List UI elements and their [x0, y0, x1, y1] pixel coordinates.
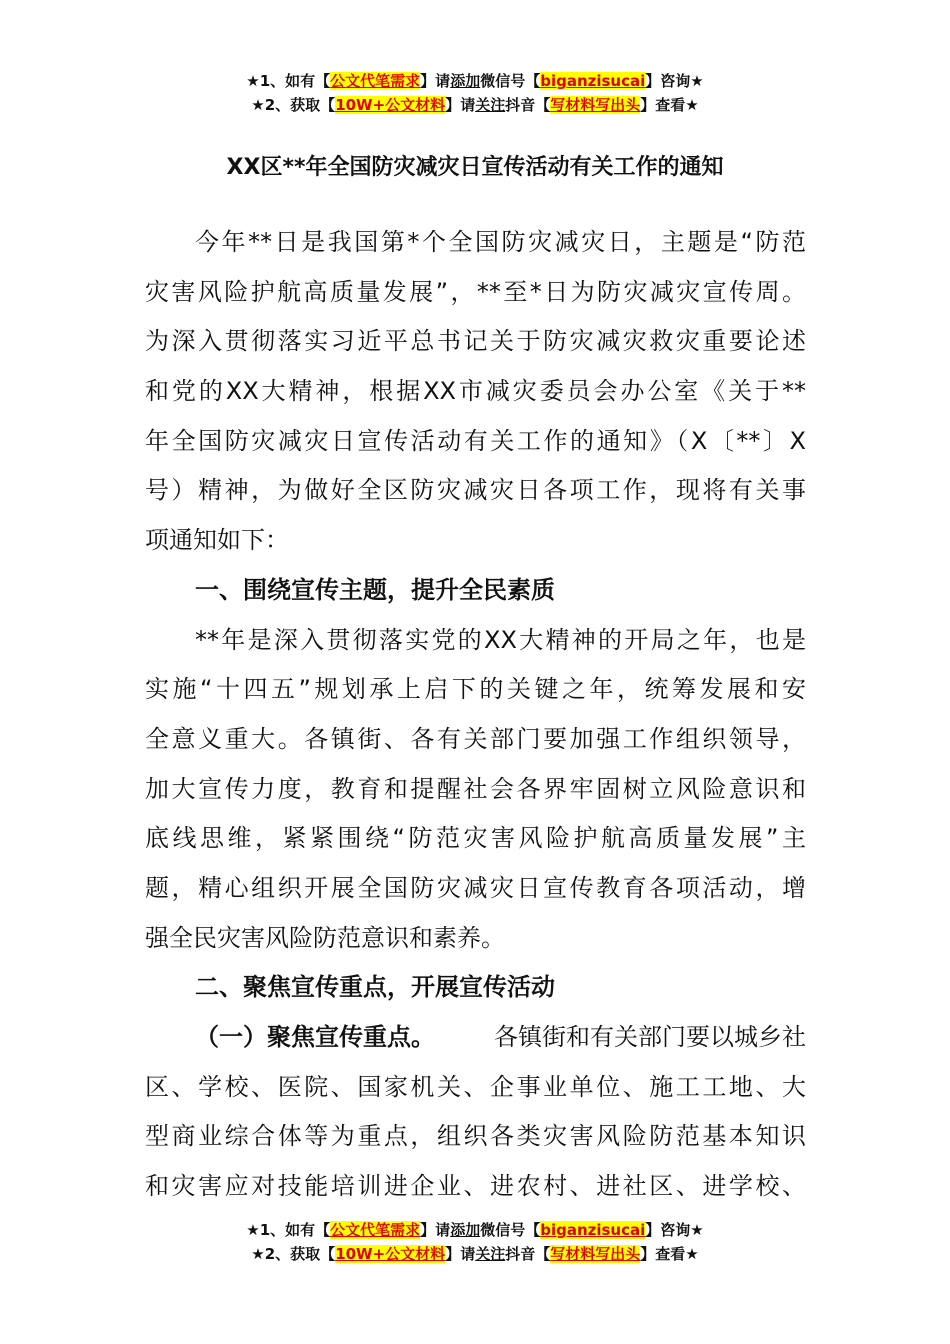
- text-line: 灾害风险护航高质量发展”，**至*日为防灾减灾宣传周。: [145, 277, 806, 306]
- promo-underline: 添加: [450, 1221, 481, 1239]
- section-heading-2: 二、聚焦宣传重点，开展宣传活动: [195, 973, 555, 1002]
- text-line: 实施“十四五”规划承上启下的关键之年，统筹发展和安: [145, 675, 806, 704]
- promo-text: 】咨询★: [645, 72, 704, 90]
- promo-footer-line-2: [0, 1242, 950, 1266]
- promo-text: ★2、获取【: [251, 1245, 336, 1263]
- document-body: [145, 218, 806, 1212]
- promo-text: ★2、获取【: [251, 96, 336, 114]
- subheading: （一）聚焦宣传重点。: [195, 1023, 435, 1051]
- promo-text: 】查看★: [640, 1245, 699, 1263]
- text-line: 强全民灾害风险防范意识和素养。: [145, 923, 505, 952]
- promo-text: 微信号【: [480, 72, 541, 90]
- text-line: 为深入贯彻落实习近平总书记关于防灾减灾救灾重要论述: [145, 327, 806, 356]
- promo-text: ★1、如有【: [246, 72, 331, 90]
- text-run: 各镇街和有关部门要以城乡社: [494, 1023, 806, 1051]
- promo-text: 】请: [420, 72, 451, 90]
- text-line: 全意义重大。各镇街、各有关部门要加强工作组织领导，: [145, 724, 806, 753]
- section-heading-1: 一、围绕宣传主题，提升全民素质: [195, 575, 555, 604]
- promo-highlight: 公文代笔需求: [330, 1221, 421, 1239]
- text-line: 加大宣传力度，教育和提醒社会各界牢固树立风险意识和: [145, 774, 806, 803]
- text-line: 区、学校、医院、国家机关、企事业单位、施工工地、大: [145, 1072, 806, 1101]
- promo-text: 】咨询★: [645, 1221, 704, 1239]
- promo-text: ★1、如有【: [246, 1221, 331, 1239]
- promo-text: 】请: [445, 1245, 476, 1263]
- promo-highlight: biganzisucai: [540, 1221, 646, 1239]
- text-line: 和灾害应对技能培训进企业、进农村、进社区、进学校、: [145, 1172, 806, 1201]
- text-line: [145, 1013, 806, 1063]
- promo-text: 】请: [420, 1221, 451, 1239]
- text-line: 今年**日是我国第*个全国防灾减灾日，主题是“防范: [195, 228, 806, 256]
- promo-text: 】请: [445, 96, 476, 114]
- promo-underline: 关注: [475, 96, 506, 114]
- promo-text: 微信号【: [480, 1221, 541, 1239]
- text-line: **年是深入贯彻落实党的XX大精神的开局之年，也是: [195, 625, 806, 654]
- text-line: 和党的XX大精神，根据XX市减灾委员会办公室《关于**: [145, 377, 806, 406]
- text-line: 题，精心组织开展全国防灾减灾日宣传教育各项活动，增: [145, 873, 806, 902]
- promo-underline: 关注: [475, 1245, 506, 1263]
- promo-highlight: 公文代笔需求: [330, 72, 421, 90]
- document-title: XX区**年全国防灾减灾日宣传活动有关工作的通知: [226, 155, 724, 180]
- text-line: 项通知如下：: [145, 526, 289, 555]
- text-line: 年全国防灾减灾日宣传活动有关工作的通知》（X〔**〕X: [145, 426, 806, 455]
- promo-highlight: 10W+公文材料: [335, 96, 446, 114]
- text-line: 号）精神，为做好全区防灾减灾日各项工作，现将有关事: [145, 476, 806, 505]
- promo-highlight: 10W+公文材料: [335, 1245, 446, 1263]
- promo-highlight: 写材料写出头: [550, 96, 641, 114]
- promo-line-1: [0, 69, 950, 93]
- promo-footer-line-1: [0, 1218, 950, 1242]
- promo-text: 】查看★: [640, 96, 699, 114]
- promo-text: 抖音【: [505, 1245, 551, 1263]
- promo-line-2: [0, 93, 950, 117]
- text-line: 型商业综合体等为重点，组织各类灾害风险防范基本知识: [145, 1122, 806, 1151]
- promo-text: 抖音【: [505, 96, 551, 114]
- promo-highlight: 写材料写出头: [550, 1245, 641, 1263]
- text-line: 底线思维，紧紧围绕“防范灾害风险护航高质量发展”主: [145, 824, 806, 853]
- promo-underline: 添加: [450, 72, 481, 90]
- promo-highlight: biganzisucai: [540, 72, 646, 90]
